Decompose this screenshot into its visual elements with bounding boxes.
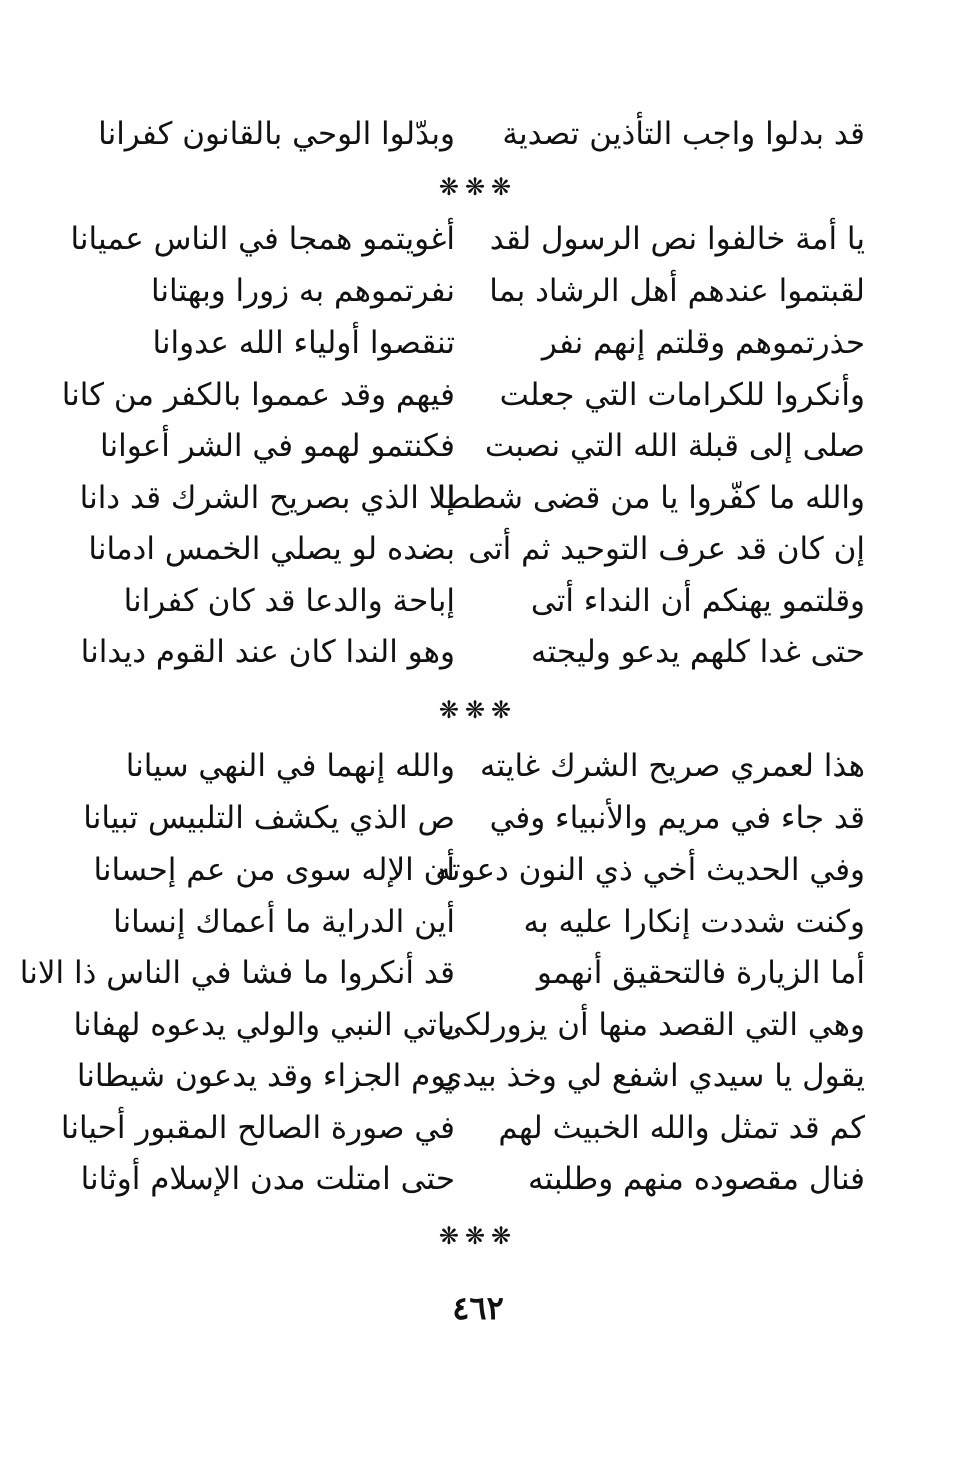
verse-line: [95, 318, 865, 368]
verse-second-hemistich: والله إنهما في النهي سيانا: [125, 748, 455, 784]
verse-first-hemistich: هذا لعمري صريح الشرك غايته: [479, 748, 865, 784]
verse-second-hemistich: وهو الندا كان عند القوم ديدانا: [80, 634, 455, 670]
verse-line: [73, 1000, 865, 1050]
verse-second-hemistich: أن الإله سوى من عم إحسانا: [93, 852, 455, 888]
verse-first-hemistich: وقلتمو يهنكم أن النداء أتى: [530, 583, 865, 619]
verse-first-hemistich: كم قد تمثل والله الخبيث لهم: [498, 1110, 865, 1146]
verse-second-hemistich: بضده لو يصلي الخمس ادمانا: [88, 531, 455, 567]
verse-line: [19, 948, 865, 998]
verse-first-hemistich: حتى غدا كلهم يدعو وليجته: [531, 634, 865, 670]
verse-first-hemistich: والله ما كفّروا يا من قضى شططا: [436, 480, 865, 516]
verse-second-hemistich: ياتي النبي والولي يدعوه لهفانا: [73, 1007, 455, 1043]
verse-second-hemistich: ص الذي يكشف التلبيس تبيانا: [83, 800, 455, 836]
verse-line: [95, 266, 865, 316]
verse-second-hemistich: يوم الجزاء وقد يدعون شيطانا: [76, 1058, 455, 1094]
verse-second-hemistich: وبدّلوا الوحي بالقانون كفرانا: [98, 116, 455, 152]
verse-first-hemistich: حذرتموهم وقلتم إنهم نفر: [541, 325, 865, 361]
verse-second-hemistich: فكنتمو لهمو في الشر أعوانا: [100, 428, 455, 464]
verse-second-hemistich: قد أنكروا ما فشا في الناس ذا الانا: [19, 955, 455, 991]
section-separator: ❋❋❋: [438, 173, 518, 201]
verse-first-hemistich: وهي التي القصد منها أن يزورلكى: [439, 1007, 865, 1043]
verse-second-hemistich: أغويتمو همجا في الناس عميانا: [70, 221, 455, 257]
verse-second-hemistich: أين الدراية ما أعماك إنسانا: [113, 904, 455, 940]
verse-second-hemistich: إلا الذي بصريح الشرك قد دانا: [79, 480, 455, 516]
page-number: ٤٦٢: [452, 1289, 504, 1327]
verse-line: [95, 845, 865, 895]
verse-second-hemistich: فيهم وقد عمموا بالكفر من كانا: [61, 377, 455, 413]
verse-second-hemistich: نفرتموهم به زورا وبهتانا: [150, 273, 455, 309]
verse-line: [61, 370, 865, 420]
verse-first-hemistich: صلى إلى قبلة الله التي نصبت: [484, 428, 865, 464]
section-separator: ❋❋❋: [438, 1222, 518, 1250]
verse-line: [83, 793, 865, 843]
verse-second-hemistich: في صورة الصالح المقبور أحيانا: [60, 1110, 455, 1146]
verse-second-hemistich: إباحة والدعا قد كان كفرانا: [123, 583, 455, 619]
section-separator: ❋❋❋: [438, 696, 518, 724]
verse-first-hemistich: وكنت شددت إنكارا عليه به: [523, 904, 865, 940]
verse-first-hemistich: قد بدلوا واجب التأذين تصدية: [502, 116, 865, 152]
verse-line: [70, 214, 865, 264]
verse-first-hemistich: يا أمة خالفوا نص الرسول لقد: [489, 221, 865, 257]
verse-first-hemistich: وأنكروا للكرامات التي جعلت: [499, 377, 865, 413]
verse-line: [95, 576, 865, 626]
verse-line: [95, 897, 865, 947]
verse-first-hemistich: قد جاء في مريم والأنبياء وفي: [489, 800, 865, 836]
verse-line: [76, 1051, 865, 1101]
verse-first-hemistich: يقول يا سيدي اشفع لي وخذ بيدي: [438, 1058, 865, 1094]
verse-line: [88, 524, 865, 574]
verse-first-hemistich: إن كان قد عرف التوحيد ثم أتى: [468, 531, 865, 567]
verse-line: [79, 473, 865, 523]
verse-line: [95, 741, 865, 791]
verse-line: [95, 421, 865, 471]
verse-line: [80, 627, 865, 677]
verse-line: [60, 1103, 865, 1153]
verse-first-hemistich: أما الزيارة فالتحقيق أنهمو: [536, 955, 865, 991]
verse-second-hemistich: تنقصوا أولياء الله عدوانا: [152, 325, 455, 361]
verse-line: [80, 1154, 865, 1204]
verse-first-hemistich: فنال مقصوده منهم وطلبته: [527, 1161, 865, 1197]
verse-first-hemistich: لقبتموا عندهم أهل الرشاد بما: [489, 273, 865, 309]
verse-line: [95, 109, 865, 159]
verse-first-hemistich: وفي الحديث أخي ذي النون دعوته: [435, 852, 865, 888]
verse-second-hemistich: حتى امتلت مدن الإسلام أوثانا: [80, 1161, 455, 1197]
